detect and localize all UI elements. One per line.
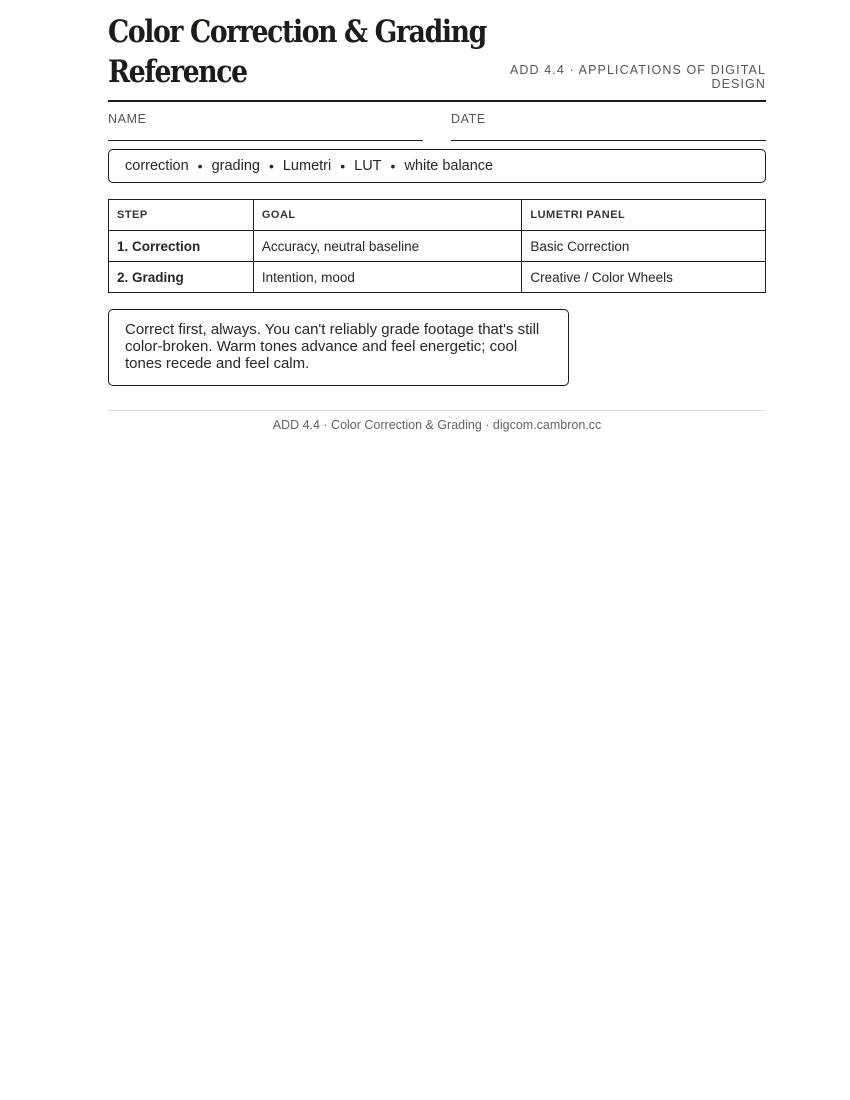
column-header-step: STEP xyxy=(109,200,254,231)
date-field-label: DATE xyxy=(451,112,486,126)
table-row xyxy=(109,231,766,262)
table-cell-step: 2. Grading xyxy=(109,262,254,293)
column-header-goal: GOAL xyxy=(253,200,522,231)
table-cell-goal: Accuracy, neutral baseline xyxy=(253,231,522,262)
tag-separator: • xyxy=(390,158,396,174)
keyword-tags xyxy=(108,149,766,183)
table-cell-step: 1. Correction xyxy=(109,231,254,262)
column-header-panel: LUMETRI PANEL xyxy=(522,200,766,231)
page-header xyxy=(108,0,766,102)
footer-text: ADD 4.4 · Color Correction & Grading · digcom.cambron.cc xyxy=(272,418,602,432)
tag-separator: • xyxy=(268,158,274,174)
page-title-line1: Color Correction & Grading xyxy=(108,14,486,50)
tag-item: correction xyxy=(125,158,189,174)
table-header-row xyxy=(109,200,766,231)
date-field[interactable] xyxy=(451,110,766,141)
course-label: ADD 4.4 · APPLICATIONS OF DIGITAL DESIGN xyxy=(509,63,766,91)
tip-note xyxy=(108,309,569,386)
name-field-label: NAME xyxy=(108,112,147,126)
table-cell-goal: Intention, mood xyxy=(253,262,522,293)
worksheet-page xyxy=(108,0,766,432)
table-cell-panel: Basic Correction xyxy=(522,231,766,262)
tag-item: LUT xyxy=(354,158,382,174)
tag-separator: • xyxy=(197,158,203,174)
tag-item: white balance xyxy=(404,158,494,174)
table-row xyxy=(109,262,766,293)
tag-item: Lumetri xyxy=(282,158,332,174)
tag-item: grading xyxy=(211,158,260,174)
tag-separator: • xyxy=(340,158,346,174)
page-title xyxy=(108,12,486,92)
page-title-line2: Reference xyxy=(108,54,247,90)
reference-table xyxy=(108,199,766,293)
page-footer xyxy=(108,410,766,432)
table-cell-panel: Creative / Color Wheels xyxy=(522,262,766,293)
name-field[interactable] xyxy=(108,110,423,141)
student-fields xyxy=(108,110,766,141)
tip-note-text: Correct first, always. You can't reliably grade footage that's still color-broken. Warm tones advance and feel energetic; cool tones recede and feel calm. xyxy=(125,321,540,372)
